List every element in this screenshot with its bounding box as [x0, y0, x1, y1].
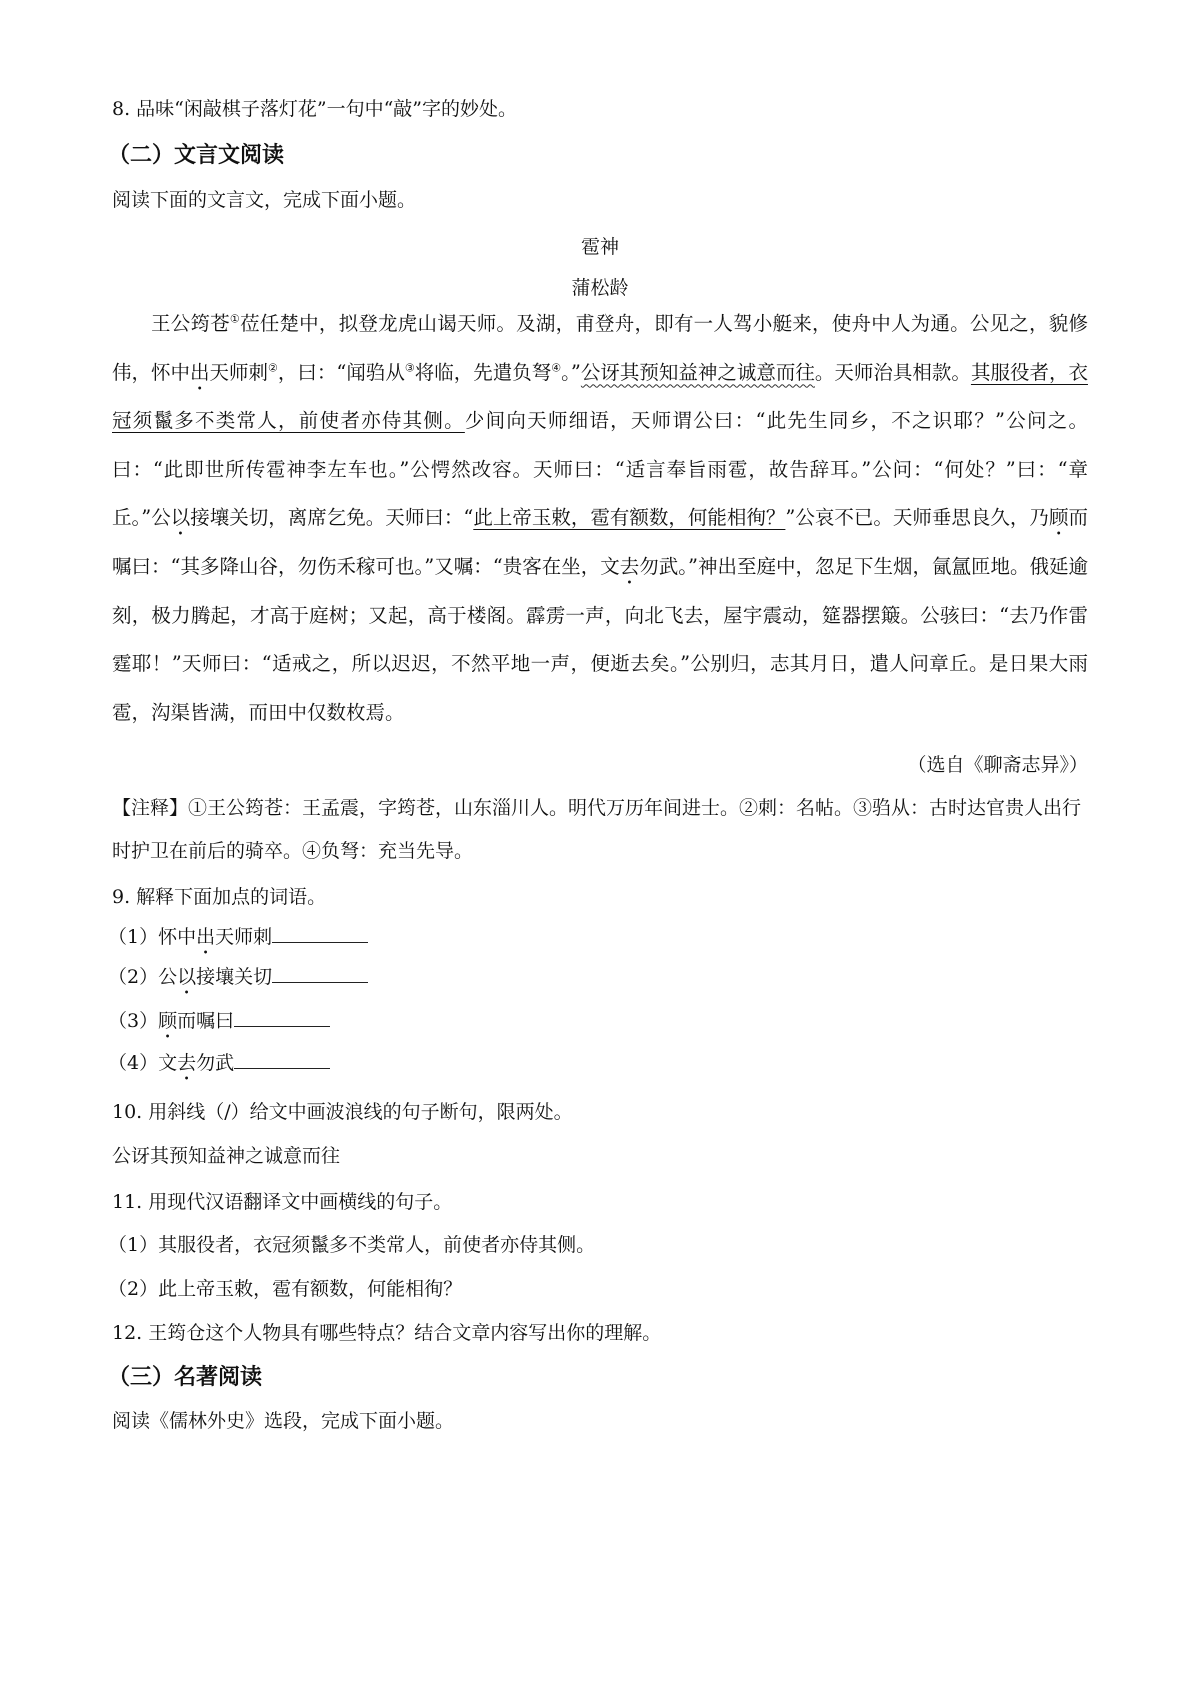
instruction-3: 阅读《儒林外史》选段，完成下面小题。: [112, 1410, 455, 1432]
answer-blank[interactable]: [272, 964, 368, 983]
footnote-marker-1: ①: [229, 312, 240, 326]
footnotes: 【注释】①王公筠苍：王孟震，字筠苍，山东淄川人。明代万历年间进士。②刺：名帖。③驺从：古时达官贵人出行时护卫在前后的骑卒。④负弩：充当先导。: [112, 797, 1082, 862]
wavy-underlined-sentence: 公讶其预知益神之诚意而往: [580, 360, 815, 384]
q9-item-3: [108, 1006, 330, 1043]
passage-author: 蒲松龄: [571, 277, 629, 299]
section-3-title: （三）名著阅读: [108, 1365, 263, 1390]
underlined-sentence-1: 其服役者，衣冠须鬣多不类常人，前使者亦侍其侧。: [112, 360, 1088, 433]
instruction-2: 阅读下面的文言文，完成下面小题。: [112, 189, 417, 211]
passage-text: 而嘱曰：“其多降山谷，勿伤禾稼可也。”又嘱：“贵客在坐，文: [112, 506, 1088, 578]
q11-item-2: （2）此上帝玉敕，雹有额数，何能相徇？: [108, 1278, 463, 1300]
item-text: 而嘱曰: [177, 1010, 235, 1032]
passage-text: 。天师治具相款。: [814, 360, 971, 384]
item-text: （1）怀中: [108, 926, 197, 948]
passage-text: 接壤关切，离席乞免。天师曰：“: [190, 506, 474, 530]
passage-title: 雹神: [580, 236, 619, 258]
dotted-word: 以: [177, 966, 197, 988]
dotted-word-yi: 以: [170, 506, 191, 530]
dotted-word-qu: 去: [619, 554, 640, 578]
q10-sentence: 公讶其预知益神之诚意而往: [112, 1145, 341, 1167]
dotted-word: 顾: [158, 1010, 178, 1032]
passage-text: 少间向天师细语，天师谓公曰：“此先生同乡，不之识耶？”公问之。曰：“此即世所传雹神李左车也。”公愕然改容。天师曰：“适言奉旨雨雹，故告辞耳。”公问：“何处？”曰：“章丘。”公: [112, 409, 1088, 530]
passage-text: 将临，先遣负弩: [414, 360, 552, 384]
dotted-word: 去: [177, 1052, 197, 1074]
item-text: 接壤关切: [196, 966, 273, 988]
passage-text: ，曰：“闻驺从: [277, 360, 405, 384]
passage-text: 。”: [561, 360, 581, 384]
question-9: 9. 解释下面加点的词语。: [112, 886, 327, 908]
section-2-title: （二）文言文阅读: [108, 143, 285, 168]
dotted-word-gu: 顾: [1048, 506, 1069, 530]
item-text: （4）文: [108, 1052, 178, 1074]
answer-blank[interactable]: [234, 1050, 330, 1069]
passage-text: 莅任楚中，拟登龙虎山谒天师。及湖，甫登舟，即有一人驾小艇来，使舟中人为通。公见之，貌修伟，怀中: [112, 312, 1088, 384]
q9-item-4: [108, 1048, 330, 1085]
answer-blank[interactable]: [234, 1008, 330, 1027]
passage-text: ”公哀不已。天师垂思良久，乃: [785, 506, 1049, 530]
dotted-word-chu: 出: [190, 360, 210, 384]
passage-text: 天师刺: [209, 360, 269, 384]
footnote-marker-4: ④: [551, 361, 562, 375]
question-12: 12. 王筠仓这个人物具有哪些特点？结合文章内容写出你的理解。: [112, 1322, 662, 1344]
question-8: 8. 品味“闲敲棋子落灯花”一句中“敲”字的妙处。: [112, 98, 518, 120]
question-10: 10. 用斜线（/）给文中画波浪线的句子断句，限两处。: [112, 1101, 573, 1123]
dotted-word: 出: [196, 926, 216, 948]
passage-source: （选自《聊斋志异》）: [907, 754, 1088, 776]
footnote-marker-3: ③: [404, 361, 415, 375]
q9-item-2: [108, 962, 368, 999]
passage-text: 勿武。”神出至庭中，忽足下生烟，氤氲匝地。俄延逾刻，极力腾起，才高于庭树；又起，高于楼阁。霹雳一声，向北飞去，屋宇震动，筵器摆簸。公骇曰：“去乃作雷霆耶！”天师曰：“适戒之，所以迟迟，不然平地一声，便逝去矣。”公别归，志其月日，遣人问章丘。是日果大雨雹，沟渠皆满，而田中仅数枚焉。: [112, 554, 1088, 724]
item-text: （3）: [108, 1010, 159, 1032]
underlined-sentence-2: 此上帝玉敕，雹有额数，何能相徇？: [473, 506, 786, 530]
item-text: 天师刺: [215, 926, 273, 948]
item-text: （2）公: [108, 966, 178, 988]
q9-item-1: [108, 922, 368, 959]
item-text: 勿武: [196, 1052, 235, 1074]
footnote-marker-2: ②: [268, 361, 278, 375]
question-11: 11. 用现代汉语翻译文中画横线的句子。: [112, 1191, 453, 1213]
passage-body: [112, 300, 1088, 737]
passage-text: 王公筠苍: [151, 312, 230, 335]
answer-blank[interactable]: [272, 924, 368, 943]
q11-item-1: （1）其服役者，衣冠须鬣多不类常人，前使者亦侍其侧。: [108, 1234, 596, 1256]
